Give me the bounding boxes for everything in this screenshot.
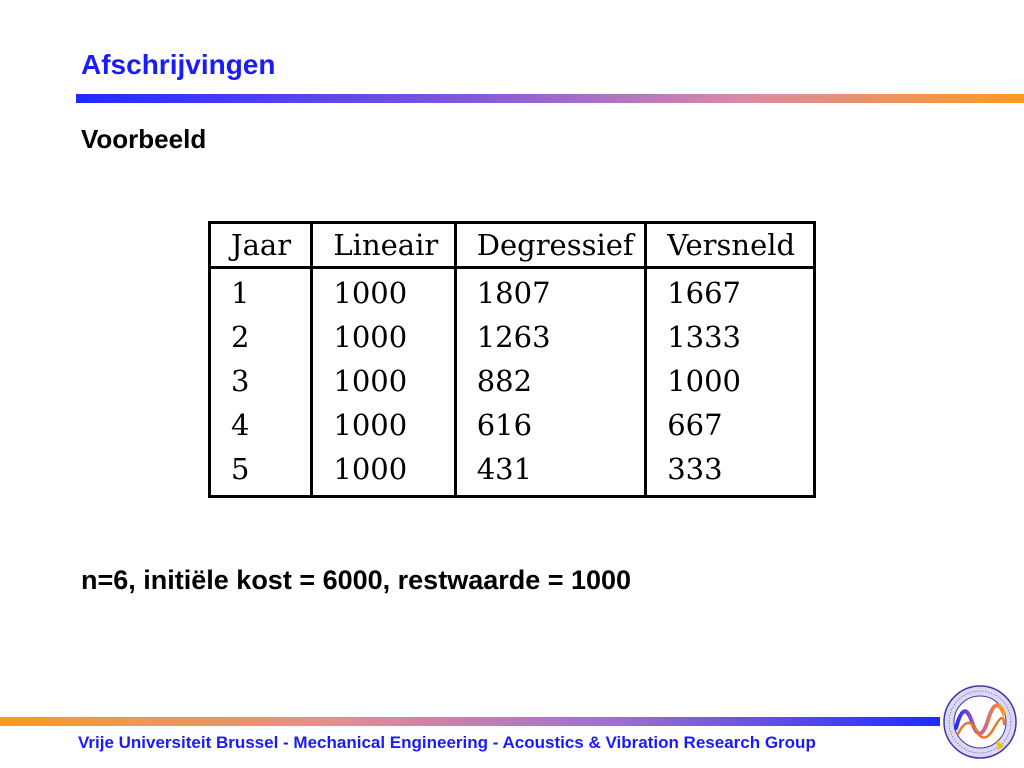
- cell-lineair: 1000: [312, 447, 455, 497]
- table-row: [210, 268, 815, 316]
- cell-versneld: 1667: [646, 268, 815, 316]
- cell-jaar: 4: [231, 408, 250, 442]
- cell-jaar: 5: [231, 452, 250, 486]
- cell-lineair: 1000: [312, 359, 455, 403]
- header-versneld: Versneld: [646, 223, 815, 268]
- header-degressief: Degressief: [455, 223, 645, 268]
- cell-versneld: 333: [646, 447, 815, 497]
- footer-text: Vrije Universiteit Brussel - Mechanical Engineering - Acoustics & Vibration Research Group: [78, 733, 816, 752]
- slide-subtitle: Voorbeeld: [81, 124, 207, 154]
- cell-jaar: 3: [231, 364, 250, 398]
- cell-versneld: 1000: [646, 359, 815, 403]
- title-divider-bar: [76, 94, 1024, 103]
- cell-degressief: 882: [455, 359, 645, 403]
- header-jaar: Jaar: [210, 223, 312, 268]
- table-row: [210, 315, 815, 359]
- cell-lineair: 1000: [312, 315, 455, 359]
- cell-degressief: 1263: [455, 315, 645, 359]
- header-lineair: Lineair: [312, 223, 455, 268]
- table-row: [210, 359, 815, 403]
- parameters-text: n=6, initiële kost = 6000, restwaarde = 1000: [81, 565, 632, 595]
- cell-degressief: 431: [455, 447, 645, 497]
- footer-divider-bar: [0, 717, 940, 726]
- cell-versneld: 1333: [646, 315, 815, 359]
- depreciation-table-container: [208, 221, 818, 489]
- cell-jaar: 2: [231, 320, 250, 354]
- table-row: [210, 403, 815, 447]
- research-group-logo-icon: [942, 684, 1018, 760]
- cell-degressief: 1807: [455, 268, 645, 316]
- cell-jaar: 1: [231, 276, 250, 310]
- cell-lineair: 1000: [312, 403, 455, 447]
- cell-lineair: 1000: [312, 268, 455, 316]
- logo-seal-graphic: [942, 684, 1018, 760]
- depreciation-table: [208, 221, 816, 498]
- cell-versneld: 667: [646, 403, 815, 447]
- cell-degressief: 616: [455, 403, 645, 447]
- table-header-row: [210, 223, 815, 268]
- table-row: [210, 447, 815, 497]
- slide-title: Afschrijvingen: [81, 49, 276, 80]
